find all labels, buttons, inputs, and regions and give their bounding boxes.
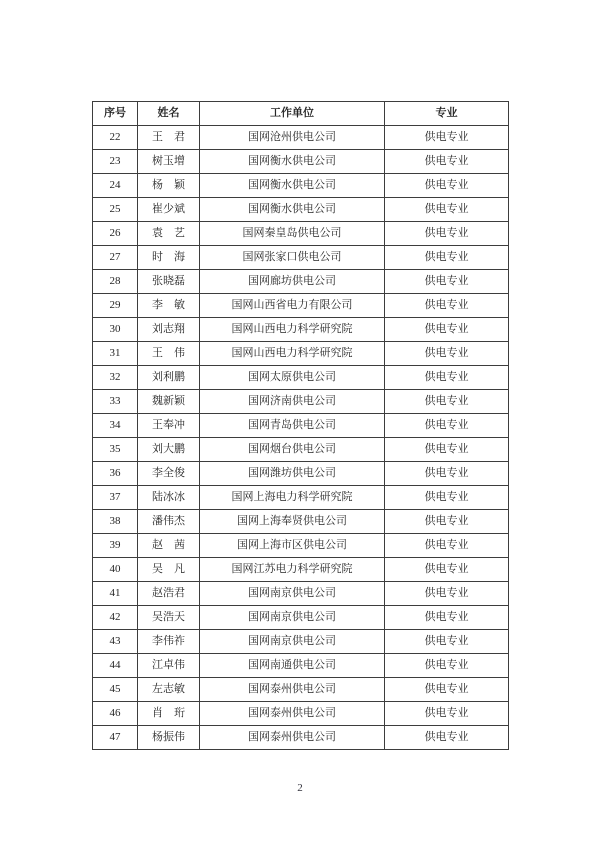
cell-name: 李全俊 — [138, 462, 200, 486]
cell-name: 张晓磊 — [138, 270, 200, 294]
table-row — [93, 270, 509, 294]
cell-no: 24 — [93, 174, 138, 198]
cell-major: 供电专业 — [385, 486, 509, 510]
table-body — [93, 126, 509, 750]
cell-unit: 国网山西电力科学研究院 — [200, 342, 385, 366]
cell-name: 肖 珩 — [138, 702, 200, 726]
cell-name: 左志敏 — [138, 678, 200, 702]
cell-unit: 国网南京供电公司 — [200, 582, 385, 606]
table-row — [93, 318, 509, 342]
cell-unit: 国网衡水供电公司 — [200, 198, 385, 222]
cell-no: 43 — [93, 630, 138, 654]
cell-unit: 国网秦皇岛供电公司 — [200, 222, 385, 246]
table-row — [93, 150, 509, 174]
cell-no: 47 — [93, 726, 138, 750]
cell-no: 26 — [93, 222, 138, 246]
cell-unit: 国网上海奉贤供电公司 — [200, 510, 385, 534]
cell-name: 赵浩君 — [138, 582, 200, 606]
table-row — [93, 702, 509, 726]
cell-unit: 国网上海电力科学研究院 — [200, 486, 385, 510]
table-row — [93, 510, 509, 534]
cell-no: 25 — [93, 198, 138, 222]
cell-major: 供电专业 — [385, 414, 509, 438]
cell-name: 崔少斌 — [138, 198, 200, 222]
cell-major: 供电专业 — [385, 702, 509, 726]
table-row — [93, 606, 509, 630]
cell-name: 刘志翔 — [138, 318, 200, 342]
cell-name: 魏新颖 — [138, 390, 200, 414]
cell-name: 刘利鹏 — [138, 366, 200, 390]
cell-unit: 国网上海市区供电公司 — [200, 534, 385, 558]
cell-no: 39 — [93, 534, 138, 558]
cell-major: 供电专业 — [385, 246, 509, 270]
cell-no: 40 — [93, 558, 138, 582]
cell-major: 供电专业 — [385, 366, 509, 390]
cell-unit: 国网南京供电公司 — [200, 630, 385, 654]
cell-major: 供电专业 — [385, 174, 509, 198]
cell-name: 王 君 — [138, 126, 200, 150]
cell-unit: 国网青岛供电公司 — [200, 414, 385, 438]
cell-no: 41 — [93, 582, 138, 606]
cell-no: 46 — [93, 702, 138, 726]
cell-unit: 国网潍坊供电公司 — [200, 462, 385, 486]
cell-unit: 国网山西电力科学研究院 — [200, 318, 385, 342]
cell-unit: 国网山西省电力有限公司 — [200, 294, 385, 318]
cell-name: 吴浩天 — [138, 606, 200, 630]
table-row — [93, 462, 509, 486]
cell-major: 供电专业 — [385, 558, 509, 582]
cell-unit: 国网张家口供电公司 — [200, 246, 385, 270]
cell-major: 供电专业 — [385, 222, 509, 246]
table-row — [93, 126, 509, 150]
table-row — [93, 246, 509, 270]
table-row — [93, 582, 509, 606]
table-row — [93, 678, 509, 702]
table-row — [93, 222, 509, 246]
cell-no: 31 — [93, 342, 138, 366]
table-row — [93, 366, 509, 390]
table-row — [93, 390, 509, 414]
cell-major: 供电专业 — [385, 654, 509, 678]
cell-unit: 国网泰州供电公司 — [200, 702, 385, 726]
cell-major: 供电专业 — [385, 390, 509, 414]
cell-major: 供电专业 — [385, 510, 509, 534]
table-row — [93, 726, 509, 750]
cell-no: 38 — [93, 510, 138, 534]
table-row — [93, 534, 509, 558]
header-cell-no: 序号 — [93, 102, 138, 126]
cell-unit: 国网泰州供电公司 — [200, 726, 385, 750]
cell-major: 供电专业 — [385, 678, 509, 702]
cell-major: 供电专业 — [385, 438, 509, 462]
cell-no: 27 — [93, 246, 138, 270]
cell-no: 35 — [93, 438, 138, 462]
table-row — [93, 198, 509, 222]
cell-no: 22 — [93, 126, 138, 150]
cell-no: 30 — [93, 318, 138, 342]
cell-name: 王奉冲 — [138, 414, 200, 438]
cell-major: 供电专业 — [385, 582, 509, 606]
header-row — [93, 102, 509, 126]
cell-no: 34 — [93, 414, 138, 438]
cell-unit: 国网沧州供电公司 — [200, 126, 385, 150]
cell-name: 陆冰冰 — [138, 486, 200, 510]
cell-no: 33 — [93, 390, 138, 414]
cell-name: 袁 艺 — [138, 222, 200, 246]
cell-unit: 国网南京供电公司 — [200, 606, 385, 630]
header-cell-unit: 工作单位 — [200, 102, 385, 126]
cell-major: 供电专业 — [385, 318, 509, 342]
cell-unit: 国网衡水供电公司 — [200, 174, 385, 198]
cell-name: 杨 颖 — [138, 174, 200, 198]
cell-no: 44 — [93, 654, 138, 678]
cell-major: 供电专业 — [385, 150, 509, 174]
cell-major: 供电专业 — [385, 126, 509, 150]
cell-major: 供电专业 — [385, 726, 509, 750]
cell-no: 42 — [93, 606, 138, 630]
cell-name: 李伟祚 — [138, 630, 200, 654]
table-row — [93, 414, 509, 438]
page-number: 2 — [297, 782, 303, 794]
cell-no: 45 — [93, 678, 138, 702]
header-cell-name: 姓名 — [138, 102, 200, 126]
cell-unit: 国网江苏电力科学研究院 — [200, 558, 385, 582]
cell-unit: 国网太原供电公司 — [200, 366, 385, 390]
cell-major: 供电专业 — [385, 342, 509, 366]
cell-no: 23 — [93, 150, 138, 174]
cell-unit: 国网济南供电公司 — [200, 390, 385, 414]
table-row — [93, 630, 509, 654]
table-row — [93, 294, 509, 318]
cell-name: 王 伟 — [138, 342, 200, 366]
table-row — [93, 342, 509, 366]
cell-unit: 国网南通供电公司 — [200, 654, 385, 678]
cell-unit: 国网泰州供电公司 — [200, 678, 385, 702]
header-cell-major: 专业 — [385, 102, 509, 126]
cell-major: 供电专业 — [385, 270, 509, 294]
cell-no: 32 — [93, 366, 138, 390]
cell-major: 供电专业 — [385, 534, 509, 558]
cell-major: 供电专业 — [385, 462, 509, 486]
cell-no: 36 — [93, 462, 138, 486]
cell-name: 刘大鹏 — [138, 438, 200, 462]
cell-unit: 国网烟台供电公司 — [200, 438, 385, 462]
table-row — [93, 486, 509, 510]
cell-unit: 国网衡水供电公司 — [200, 150, 385, 174]
personnel-table — [92, 101, 509, 750]
cell-name: 杨振伟 — [138, 726, 200, 750]
table-row — [93, 438, 509, 462]
cell-no: 37 — [93, 486, 138, 510]
table-header — [93, 102, 509, 126]
cell-unit: 国网廊坊供电公司 — [200, 270, 385, 294]
cell-name: 赵 茜 — [138, 534, 200, 558]
cell-name: 树玉增 — [138, 150, 200, 174]
cell-name: 潘伟杰 — [138, 510, 200, 534]
cell-name: 李 敏 — [138, 294, 200, 318]
cell-major: 供电专业 — [385, 606, 509, 630]
table-row — [93, 654, 509, 678]
cell-name: 时 海 — [138, 246, 200, 270]
cell-major: 供电专业 — [385, 294, 509, 318]
cell-name: 江卓伟 — [138, 654, 200, 678]
cell-no: 29 — [93, 294, 138, 318]
table-row — [93, 174, 509, 198]
cell-no: 28 — [93, 270, 138, 294]
table-row — [93, 558, 509, 582]
cell-name: 吴 凡 — [138, 558, 200, 582]
cell-major: 供电专业 — [385, 198, 509, 222]
cell-major: 供电专业 — [385, 630, 509, 654]
